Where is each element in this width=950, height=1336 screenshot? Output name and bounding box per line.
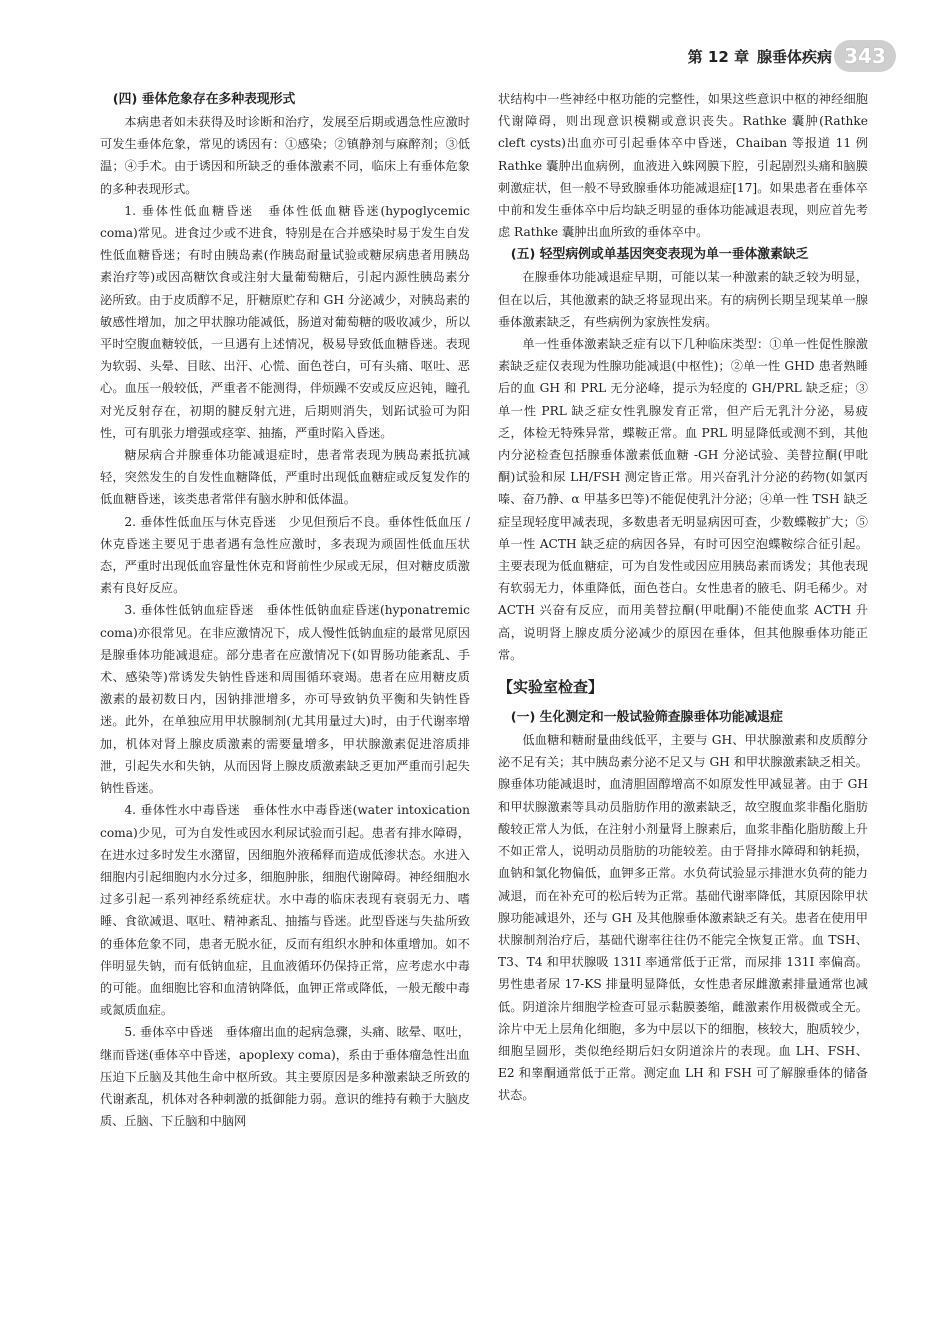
chapter-label: 第 12 章 (687, 48, 749, 66)
main-section-heading: 【实验室检查】 (498, 678, 604, 697)
section-heading: (一) 生化测定和一般试验筛查腺垂体功能减退症 (510, 710, 783, 726)
paragraph: 糖尿病合并腺垂体功能减退症时，患者常表现为胰岛素抵抗减轻，突然发生的自发性血糖降低，严重时出现低血糖症或反复发作的低血糖昏迷，该类患者常伴有脑水肿和低体温。 (100, 448, 470, 507)
chapter-title: 腺垂体疾病 (756, 48, 832, 66)
running-head (680, 46, 832, 67)
paragraph: 4. 垂体性水中毒昏迷 垂体性水中毒昏迷(water intoxication coma)少见，可为自发性或因水利尿试验而引起。患者有排水障碍，在进水过多时发生水潴留，因细胞外液稀释而造成低渗状态。水进入细胞内引起细胞内水分过多，细胞肿胀，细胞代谢障碍。神经细胞水过多引起一系列神经系统症状。水中毒的临床表现有衰弱无力、嗜睡、食欲减退、呕吐、精神紊乱、抽搐与昏迷。此型昏迷与失盐所致的垂体危象不同，患者无脱水征，反而有组织水肿和体重增加。如不伴明显失钠，而有低钠血症，且血液循环仍保持正常，应考虑水中毒的可能。血细胞比容和血清钠降低，血钾正常或降低，一般无酸中毒或氮质血症。 (100, 803, 470, 1018)
paragraph: 1. 垂体性低血糖昏迷 垂体性低血糖昏迷(hypoglycemic coma)常见。进食过少或不进食，特别是在合并感染时易于发生自发性低血糖昏迷；有时由胰岛素(作胰岛耐量试验或糖尿病患者用胰岛素治疗等)或因高糖饮食或注射大量葡萄糖后，引起内源性胰岛素分泌所致。由于皮质醇不足，肝糖原贮存和 GH 分泌减少，对胰岛素的敏感性增加，加之甲状腺功能减低，肠道对葡萄糖的吸收减少，所以平时空腹血糖较低，一旦遇有上述情况，极易导致低血糖昏迷。表现为软弱、头晕、目眩、出汗、心慌、面色苍白，可有头痛、呕吐、恶心。血压一般较低，严重者不能测得，伴烦躁不安或反应迟钝，瞳孔对光反射存在，初期的腱反射亢进，后期则消失，划跖试验可为阳性，可有肌张力增强或痉挛、抽搐，严重时陷入昏迷。 (100, 203, 470, 440)
paragraph: 状结构中一些神经中枢功能的完整性，如果这些意识中枢的神经细胞代谢障碍，则出现意识模糊或意识丧失。Rathke 囊肿(Rathke cleft cysts)出血亦可引起垂体卒中昏迷，Chaiban 等报道 11 例 Rathke 囊肿出血病例，血液进入蛛网膜下腔，引起剧烈头痛和脑膜刺激症状，但一般不导致腺垂体功能减退症[17]。如果患者在垂体卒中前和发生垂体卒中后均缺乏明显的垂体功能减退表现，则应首先考虑 Rathke 囊肿出血所致的垂体卒中。 (498, 92, 868, 240)
page-header (0, 40, 950, 76)
paragraph: 3. 垂体性低钠血症昏迷 垂体性低钠血症昏迷(hyponatremic coma)亦很常见。在非应激情况下，成人慢性低钠血症的最常见原因是腺垂体功能减退症。部分患者在应激情况下(如胃肠功能紊乱、手术、感染等)常诱发失钠性昏迷和周围循环衰竭。患者在应用糖皮质激素的最初数日内，因钠排泄增多，亦可导致钠负平衡和失钠性昏迷。此外，在单独应用甲状腺制剂(尤其用量过大)时，由于代谢率增加，机体对肾上腺皮质激素的需要量增多，甲状腺激素促进溶质排泄，引起失水和失钠，从而因肾上腺皮质激素缺乏更加严重而引起失钠性昏迷。 (100, 603, 470, 796)
left-column (100, 88, 470, 1132)
right-column (498, 88, 868, 1107)
paragraph: 单一性垂体激素缺乏症有以下几种临床类型：①单一性促性腺激素缺乏症仅表现为性腺功能减退(中枢性)；②单一性 GHD 患者熟睡后的血 GH 和 PRL 无分泌峰，提示为轻度的 GH/PRL 缺乏症；③单一性 PRL 缺乏症女性乳腺发育正常，但产后无乳汁分泌，易疲乏，体检无特殊异常，蝶鞍正常。血 PRL 明显降低或测不到，其他内分泌检查包括腺垂体激素低血糖 -GH 分泌试验、美替拉酮(甲吡酮)试验和尿 LH/FSH 测定皆正常。用兴奋乳汁分泌的药物(如氯丙嗪、奋乃静、α 甲基多巴等)不能促使乳汁分泌；④单一性 TSH 缺乏症呈现轻度甲减表现，多数患者无明显病因可查，少数蝶鞍扩大；⑤单一性 ACTH 缺乏症的病因各异，有时可因空泡蝶鞍综合征引起。主要表现为低血糖症，可为自发性或因应用胰岛素而诱发；其他表现有软弱无力，体重降低，面色苍白。女性患者的腋毛、阴毛稀少。对 ACTH 兴奋有反应，而用美替拉酮(甲吡酮)不能使血浆 ACTH 升高，说明肾上腺皮质分泌减少的原因在垂体，但其他腺垂体功能正常。 (498, 337, 868, 662)
section-heading: (五) 轻型病例或单基因突变表现为单一垂体激素缺乏 (510, 247, 809, 263)
paragraph: 2. 垂体性低血压与休克昏迷 少见但预后不良。垂体性低血压 / 休克昏迷主要见于患者遇有急性应激时，多表现为顽固性低血压状态，严重时出现低血容量性休克和肾前性少尿或无尿，但对糖皮质激素有良好反应。 (100, 514, 470, 596)
paragraph: 低血糖和糖耐量曲线低平，主要与 GH、甲状腺激素和皮质醇分泌不足有关；其中胰岛素分泌不足又与 GH 和甲状腺激素缺乏相关。腺垂体功能减退时，血清胆固醇增高不如原发性甲减显著。由于 GH 和甲状腺激素等具动员脂肪作用的激素缺乏，故空腹血浆非酯化脂肪酸较正常人为低，在注射小剂量肾上腺素后，血浆非酯化脂肪酸上升不如正常人，说明动员脂肪的功能较差。由于肾排水障碍和钠耗损，血钠和氯化物偏低，血钾多正常。水负荷试验显示排泄水负荷的能力减退，而在补充可的松后转为正常。基础代谢率降低，其原因除甲状腺功能减退外，还与 GH 及其他腺垂体激素缺乏有关。患者在使用甲状腺制剂治疗后，基础代谢率往往仍不能完全恢复正常。血 TSH、T3、T4 和甲状腺吸 131I 率通常低于正常，而尿排 131I 率偏高。男性患者尿 17-KS 排量明显降低，女性患者尿雌激素排量通常也减低。阴道涂片细胞学检查可显示黏膜萎缩，雌激素作用极微或全无。涂片中无上层角化细胞，多为中层以下的细胞，核较大，胞质较少，细胞呈圆形，类似绝经期后妇女阴道涂片的表现。血 LH、FSH、E2 和睾酮通常低于正常。测定血 LH 和 FSH 可了解腺垂体的储备状态。 (498, 733, 868, 1103)
page-number-badge: 343 (834, 40, 896, 72)
paragraph: 本病患者如未获得及时诊断和治疗，发展至后期或遇急性应激时可发生垂体危象，常见的诱因有：①感染；②镇静剂与麻醉剂；③低温；④手术。由于诱因和所缺乏的垂体激素不同，临床上有垂体危象的多种表现形式。 (100, 115, 470, 196)
paragraph: 在腺垂体功能减退症早期，可能以某一种激素的缺乏较为明显，但在以后，其他激素的缺乏将显现出来。有的病例长期呈现某单一腺垂体激素缺乏，有些病例为家族性发病。 (498, 270, 868, 329)
paragraph: 5. 垂体卒中昏迷 垂体瘤出血的起病急骤，头痛、眩晕、呕吐，继而昏迷(垂体卒中昏迷，apoplexy coma)，系由于垂体瘤急性出血压迫下丘脑及其他生命中枢所致。其主要原因是多种激素缺乏所致的代谢紊乱，机体对各种刺激的抵御能力弱。意识的维持有赖于大脑皮质、丘脑、下丘脑和中脑网 (100, 1025, 470, 1129)
section-heading: (四) 垂体危象存在多种表现形式 (112, 92, 296, 107)
